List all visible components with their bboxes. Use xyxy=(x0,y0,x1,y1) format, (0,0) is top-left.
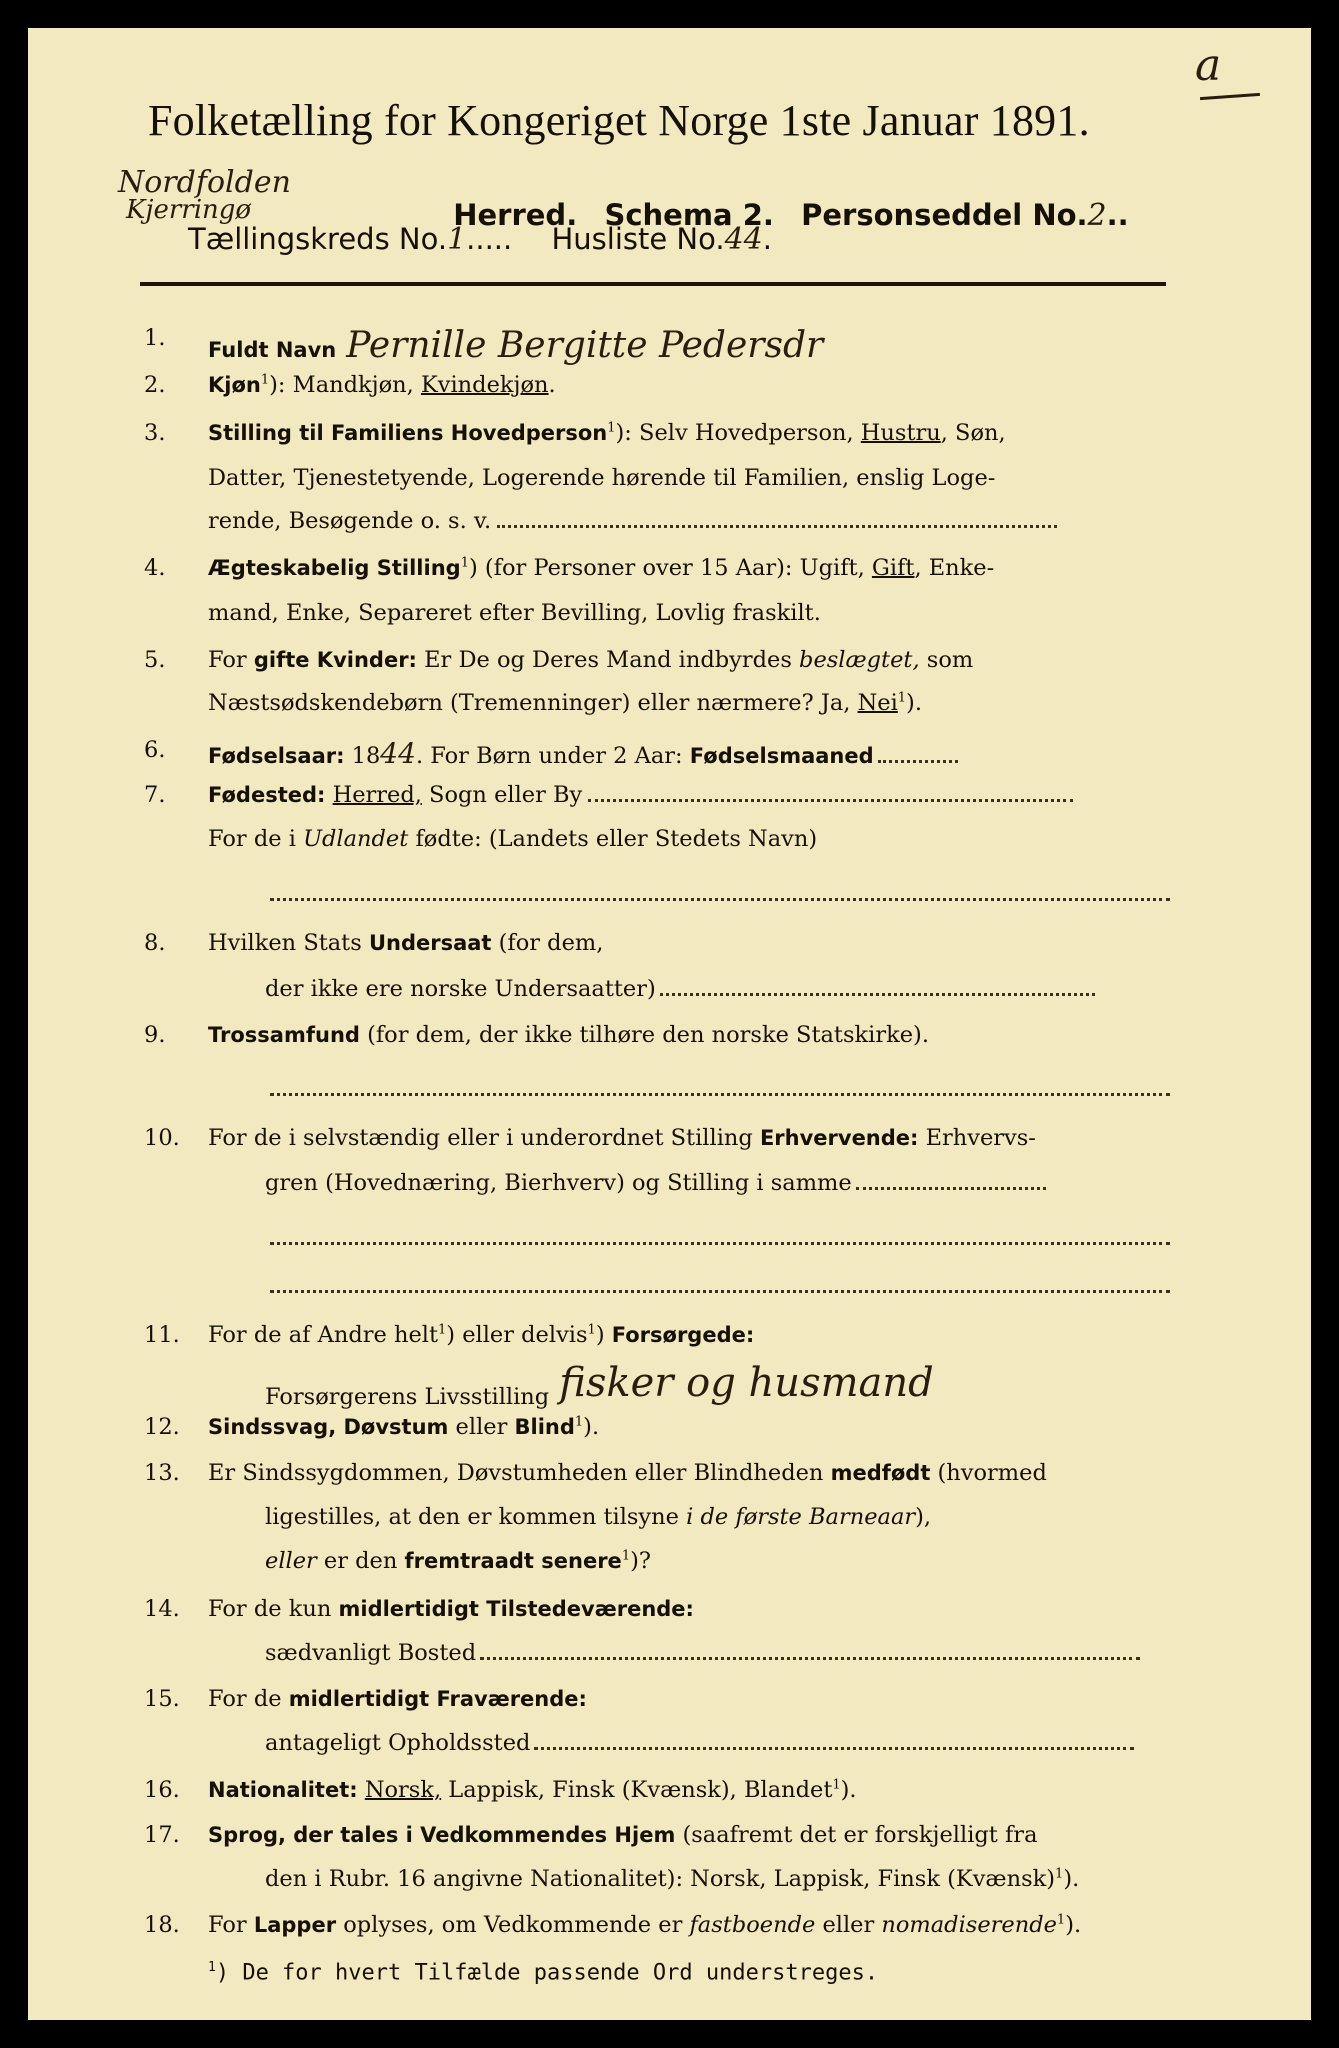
item-3-line3 xyxy=(208,508,1057,534)
answer-dotline xyxy=(856,1187,1046,1190)
item-11-line2 xyxy=(265,1360,934,1414)
item-text: )? xyxy=(630,1548,651,1574)
item-text: ). xyxy=(906,690,922,716)
item-text: den i Rubr. 16 angivne Nationalitet): Norsk, Lappisk, Finsk (Kvænsk) xyxy=(265,1866,1056,1892)
answer-dotline xyxy=(660,993,1095,996)
item-label: Lapper xyxy=(253,1913,337,1937)
item-text: (hvormed xyxy=(930,1460,1047,1486)
item-text: Udlandet xyxy=(303,826,409,852)
item-label: Blind xyxy=(514,1415,575,1439)
item-label: Forsørgede: xyxy=(611,1323,755,1347)
item-text: ) xyxy=(595,1322,612,1348)
footnote-marker: 1 xyxy=(208,1960,216,1975)
item-17-line2 xyxy=(265,1866,1079,1892)
item-text: ligestilles, at den er kommen tilsyne xyxy=(265,1504,687,1530)
item-label: Kjøn xyxy=(208,373,261,397)
item-text: der ikke ere norske Undersaatter) xyxy=(265,976,656,1002)
schema-label: Schema 2. xyxy=(604,198,774,232)
footnote-text: ) De for hvert Tilfælde passende Ord understreges. xyxy=(215,1960,879,1986)
item-14-line2 xyxy=(265,1640,1140,1666)
item-text: ): Selv Hovedperson, xyxy=(615,420,861,446)
birth-year-answer: 44 xyxy=(380,737,416,770)
item-label: Erhvervende: xyxy=(759,1126,919,1150)
item-label: Undersaat xyxy=(368,931,492,955)
item-text: For xyxy=(208,1912,254,1938)
item-label: fremtraadt senere xyxy=(404,1549,622,1573)
item-text: nomadiserende xyxy=(881,1912,1057,1938)
item-label: gifte Kvinder: xyxy=(253,648,417,672)
footnote-ref: 1 xyxy=(574,1414,584,1430)
item-text: ). xyxy=(583,1414,600,1440)
corner-mark: a xyxy=(1195,40,1222,91)
item-text: gren (Hovednæring, Bierhverv) og Stilling i samme xyxy=(265,1170,852,1196)
selected-option: Nei xyxy=(857,690,898,716)
item-text: eller xyxy=(815,1912,882,1938)
item-text: For de af Andre helt xyxy=(208,1322,439,1348)
footnote-ref: 1 xyxy=(1055,1866,1064,1882)
footnote-ref: 1 xyxy=(832,1777,841,1793)
kreds-label: Tællingskreds No. xyxy=(188,222,448,256)
item-text xyxy=(358,1777,365,1803)
item-text: For de xyxy=(208,1686,289,1712)
selected-option: Norsk, xyxy=(364,1777,442,1803)
herred-handwritten-1: Nordfolden xyxy=(118,165,291,200)
item-13-line3 xyxy=(265,1548,651,1574)
form-title: Folketælling for Kongeriget Norge 1ste Januar 1891. xyxy=(148,96,1090,145)
item-text: ) (for Personer over 15 Aar): Ugift, xyxy=(468,555,872,581)
footnote-ref: 1 xyxy=(438,1322,447,1338)
answer-dotline xyxy=(497,525,1057,528)
item-label: Sindssvag, Døvstum xyxy=(208,1415,449,1439)
item-text: . xyxy=(548,372,556,398)
item-label: midlertidigt Fraværende: xyxy=(288,1687,587,1711)
header-line-kreds: Tællingskreds No.1..... Husliste No.44. xyxy=(188,222,772,257)
item-text: (for dem, der ikke tilhøre den norske Statskirke). xyxy=(359,1022,929,1048)
answer-dotline xyxy=(270,898,1170,901)
item-3-line2: Datter, Tjenestetyende, Logerende hørende til Familien, enslig Loge- xyxy=(208,465,996,491)
item-7-line2 xyxy=(208,826,817,852)
herred-label: Herred. xyxy=(453,198,578,232)
item-text: Er Sindssygdommen, Døvstumheden eller Blindheden xyxy=(208,1460,831,1486)
item-text: ). xyxy=(1065,1912,1082,1938)
answer-dotline xyxy=(270,1290,1170,1293)
header-line-herred: Nordfolden Kjerringø Herred. Schema 2. Personseddel No.2.. xyxy=(118,165,1129,233)
answer-dotline xyxy=(534,1747,1134,1750)
husliste-value: 44 xyxy=(724,222,763,257)
item-13-line2 xyxy=(265,1504,931,1530)
item-label: Stilling til Familiens Hovedperson xyxy=(208,421,608,445)
item-text: eller xyxy=(265,1548,317,1574)
personseddel-label: Personseddel No. xyxy=(801,198,1088,232)
item-text: (for dem, xyxy=(491,930,604,956)
item-label: Sprog, der tales i Vedkommendes Hjem xyxy=(208,1823,676,1847)
personseddel-value: 2 xyxy=(1087,198,1107,233)
item-text: Lappisk, Finsk (Kvænsk), Blandet xyxy=(441,1777,833,1803)
footnote-ref: 1 xyxy=(587,1322,596,1338)
item-text: Næstsødskendebørn (Tremenninger) eller nærmere? Ja, xyxy=(208,690,858,716)
item-label: Fødested: xyxy=(208,783,326,807)
item-text: Er De og Deres Mand indbyrdes xyxy=(416,647,800,673)
item-text: ): Mandkjøn, xyxy=(269,372,421,398)
item-label: Trossamfund xyxy=(208,1023,360,1047)
footnote-ref: 1 xyxy=(607,420,616,436)
item-text: er den xyxy=(316,1548,405,1574)
footnote-ref: 1 xyxy=(897,690,907,706)
provider-occupation-answer: fisker og husmand xyxy=(559,1360,934,1406)
item-text: (saafremt det er forskjelligt fra xyxy=(675,1822,1038,1848)
item-10-line2 xyxy=(265,1170,1046,1196)
item-text: , Søn, xyxy=(940,420,1006,446)
item-text: ). xyxy=(1063,1866,1080,1892)
item-text: fastboende xyxy=(689,1912,816,1938)
footnote-ref: 1 xyxy=(460,555,469,571)
item-5-line2 xyxy=(208,690,922,716)
item-text: ). xyxy=(840,1777,857,1803)
item-text: 18 xyxy=(344,743,381,769)
item-text: Hvilken Stats xyxy=(208,930,369,956)
item-15-line2 xyxy=(265,1730,1134,1756)
item-text: rende, Besøgende o. s. v. xyxy=(208,508,492,534)
item-text: beslægtet, xyxy=(799,647,920,673)
item-8-line2 xyxy=(265,976,1095,1002)
item-label: Fødselsmaaned xyxy=(689,744,874,768)
herred-handwritten-2: Kjerringø xyxy=(126,195,252,225)
full-name-answer: Pernille Bergitte Pedersdr xyxy=(346,325,824,366)
item-text: For de i selvstændig eller i underordnet Stilling xyxy=(208,1125,760,1151)
item-4-line2: mand, Enke, Separeret efter Bevilling, Lovlig fraskilt. xyxy=(208,600,821,626)
kreds-value: 1 xyxy=(447,222,467,257)
item-text: antageligt Opholdssted xyxy=(265,1730,531,1756)
item-text: i de første Barneaar xyxy=(686,1504,916,1530)
footnote-ref: 1 xyxy=(1056,1912,1066,1928)
answer-dotline xyxy=(878,760,958,763)
item-text: Erhvervs- xyxy=(918,1125,1036,1151)
item-text: . For Børn under 2 Aar: xyxy=(415,743,690,769)
item-text: Forsørgerens Livsstilling xyxy=(265,1384,550,1410)
item-text: som xyxy=(919,647,974,673)
item-label: Nationalitet: xyxy=(208,1778,358,1802)
footnote xyxy=(208,1960,878,1985)
footnote-ref: 1 xyxy=(621,1548,631,1564)
footnote-ref: 1 xyxy=(260,372,270,388)
selected-option: Hustru xyxy=(860,420,941,446)
item-text: sædvanligt Bosted xyxy=(265,1640,477,1666)
item-text: For de kun xyxy=(208,1596,339,1622)
item-label: Fuldt Navn xyxy=(208,338,337,362)
item-text: eller xyxy=(448,1414,515,1440)
item-label: Ægteskabelig Stilling xyxy=(208,556,461,580)
header-rule xyxy=(140,282,1166,286)
selected-option: Gift xyxy=(871,555,915,581)
answer-dotline xyxy=(270,1242,1170,1245)
item-label: Fødselsaar: xyxy=(208,744,345,768)
item-text xyxy=(325,782,332,808)
item-label: medfødt xyxy=(830,1461,931,1485)
answer-dotline xyxy=(270,1093,1170,1096)
selected-option: Herred, xyxy=(332,782,422,808)
answer-dotline xyxy=(588,799,1073,802)
item-text: , Enke- xyxy=(914,555,995,581)
item-text: ), xyxy=(915,1504,932,1530)
item-text: Sogn eller By xyxy=(421,782,583,808)
answer-dotline xyxy=(480,1657,1140,1660)
selected-option: Kvindekjøn xyxy=(420,372,549,398)
item-text: fødte: (Landets eller Stedets Navn) xyxy=(408,826,818,852)
item-text: For de i xyxy=(208,826,304,852)
item-label: midlertidigt Tilstedeværende: xyxy=(338,1597,694,1621)
husliste-label: Husliste No. xyxy=(551,222,725,256)
item-text: oplyses, om Vedkommende er xyxy=(336,1912,690,1938)
item-text: ) eller delvis xyxy=(446,1322,588,1348)
item-text: For xyxy=(208,647,254,673)
